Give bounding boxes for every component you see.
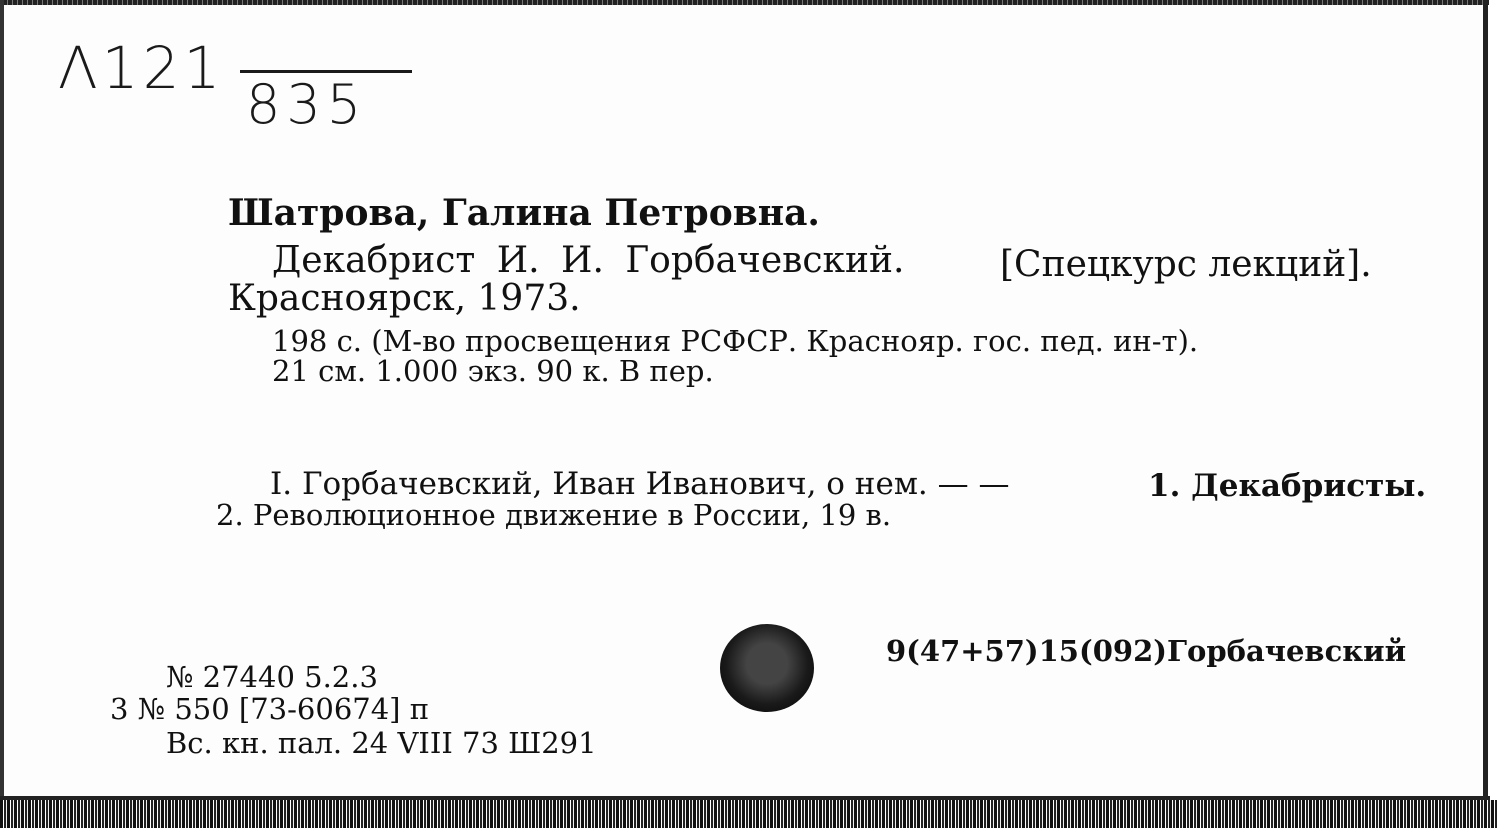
author-heading: Шатрова, Галина Петровна.	[228, 192, 820, 234]
handwritten-call-sub: 835	[240, 70, 412, 137]
card-right-edge	[1483, 0, 1488, 828]
title-note: [Спецкурс лекций].	[1000, 244, 1372, 285]
physical-description-1: 198 с. (М-во просвещения РСФСР. Краснояр. гос. пед. ин-т).	[272, 324, 1199, 358]
imprint: Красноярск, 1973.	[228, 278, 581, 319]
physical-description-2: 21 см. 1.000 экз. 90 к. В пер.	[272, 354, 714, 388]
footer-line-1: № 27440 5.2.3	[166, 660, 378, 694]
footer-line-3: Вс. кн. пал. 24 VIII 73 Ш291	[166, 726, 597, 760]
subject-tracing-1-tail: 1. Декабристы.	[1148, 468, 1427, 504]
card-right-margin	[1489, 0, 1497, 828]
subject-tracing-2: 2. Революционное движение в России, 19 в.	[216, 498, 892, 532]
card-left-edge	[0, 0, 4, 828]
book-title: Декабрист И. И. Горбачевский.	[272, 240, 905, 281]
subject-tracing-1: I. Горбачевский, Иван Иванович, о нем. — —	[270, 466, 1010, 502]
classification-number: 9(47+57)15(092)Горбачевский	[886, 634, 1407, 668]
footer-line-2: 3 № 550 [73-60674] п	[110, 692, 430, 726]
punch-hole	[720, 624, 814, 712]
card-top-edge	[0, 0, 1497, 5]
card-bottom-edge	[0, 800, 1497, 828]
handwritten-call-number: Λ121	[58, 34, 225, 102]
